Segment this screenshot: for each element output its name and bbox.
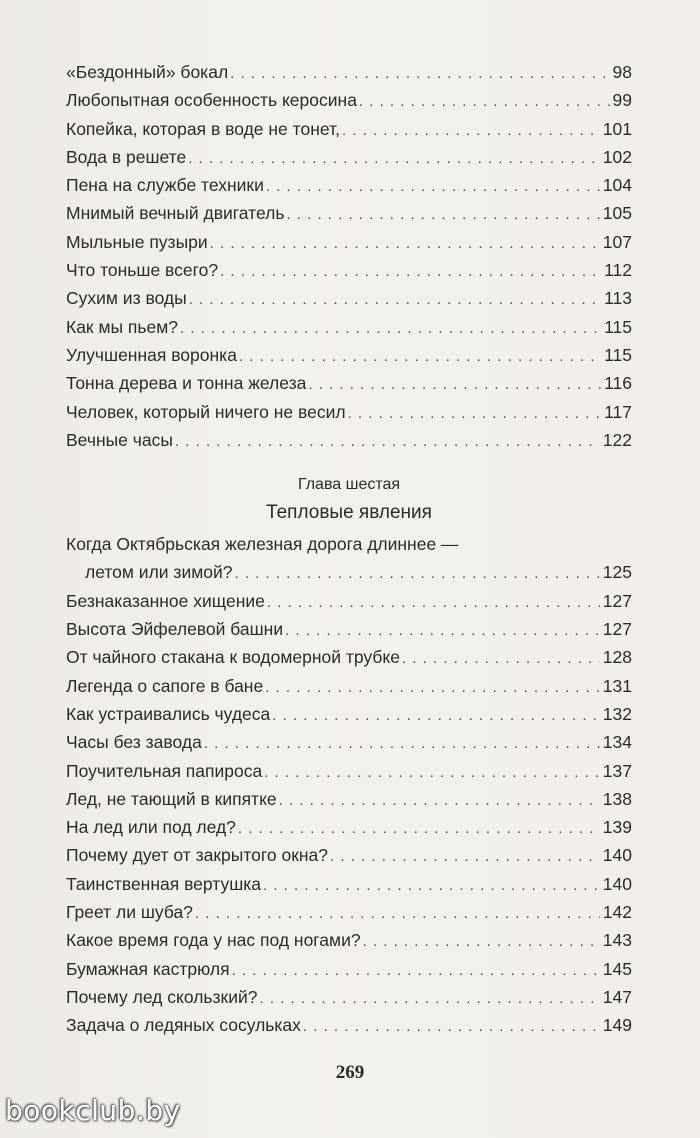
toc-entry [66, 284, 632, 312]
leader-dots [264, 759, 600, 787]
toc-entry-title: Таинственная вертушка [66, 873, 262, 894]
leader-dots [272, 702, 600, 730]
toc-entry-title: Любопытная особенность керосина [66, 90, 357, 111]
toc-entry-page: 112 [604, 260, 632, 281]
toc-entry-title: Бумажная кастрюля [66, 958, 230, 979]
toc-entry-title: Какое время года у нас под ногами? [66, 930, 361, 951]
toc-entry-page: 117 [604, 401, 632, 422]
toc-entry-page: 140 [602, 845, 632, 866]
toc-entry-page: 137 [602, 760, 632, 781]
toc-entry [66, 926, 632, 954]
toc-entry-title: Пена на службе техники [66, 175, 264, 196]
toc-entry [66, 143, 632, 171]
leader-dots [267, 589, 600, 617]
toc-entry-title: Вечные часы [66, 429, 173, 450]
toc-entry-title: Вода в решете [66, 146, 187, 167]
watermark-text: bookclub.by [5, 1094, 181, 1127]
toc-entry [66, 313, 632, 341]
toc-entry [66, 171, 632, 199]
toc-entry-page: 145 [602, 958, 632, 979]
toc-entry-title: Что тоньше всего? [66, 260, 219, 281]
toc-entry [66, 785, 632, 813]
toc-entry-page: 125 [602, 562, 632, 583]
toc-entry-page: 115 [604, 344, 632, 365]
toc-entry [66, 841, 632, 869]
toc-entry [66, 700, 632, 728]
leader-dots [180, 315, 601, 343]
toc-entry-page: 101 [602, 118, 632, 139]
toc-entry-page: 134 [602, 732, 632, 753]
toc-entry [66, 426, 632, 454]
toc-entry-title: Высота Эйфелевой башни [66, 619, 284, 640]
toc-entry-page: 147 [602, 986, 632, 1007]
toc-entry-page: 107 [602, 231, 632, 252]
toc-entry [66, 199, 632, 227]
toc-entry-title: Копейка, которая в воде не тонет, [66, 118, 340, 139]
toc-entry [66, 369, 632, 397]
leader-dots [235, 560, 600, 588]
toc-entry [66, 728, 632, 756]
toc-entry [66, 955, 632, 983]
toc-entry [66, 813, 632, 841]
toc-entry-title: Сухим из воды [66, 288, 187, 309]
leader-dots [342, 117, 600, 145]
leader-dots [232, 957, 600, 985]
toc-list-top [66, 58, 632, 454]
toc-entry-page: 127 [602, 619, 632, 640]
toc-entry-title: Легенда о сапоге в бане [66, 675, 264, 696]
toc-entry-page: 105 [602, 203, 632, 224]
toc-entry-title: На лед или под лед? [66, 817, 236, 838]
toc-entry [66, 228, 632, 256]
toc-entry-page: 104 [602, 175, 632, 196]
leader-dots [195, 900, 600, 928]
toc-entry [66, 1011, 632, 1039]
chapter-title: Тепловые явления [266, 502, 432, 524]
toc-entry [66, 898, 632, 926]
toc-entry-title: Как устраивались чудеса [66, 703, 271, 724]
leader-dots [175, 428, 600, 456]
leader-dots [220, 258, 601, 286]
toc-entry [66, 643, 632, 671]
leader-dots [189, 286, 601, 314]
toc-entry-title: Часы без завода [66, 732, 202, 753]
leader-dots [279, 787, 600, 815]
page-number: 269 [335, 1062, 365, 1083]
toc-entry [66, 58, 632, 86]
toc-entry-title: От чайного стакана к водомерной трубке [66, 647, 400, 668]
leader-dots [359, 88, 610, 116]
toc-entry-title: Поучительная папироса [66, 760, 263, 781]
toc-entry-page: 99 [612, 90, 632, 111]
toc-entry-title: Мыльные пузыри [66, 231, 208, 252]
toc-entry-title: Почему лед скользкий? [66, 986, 258, 1007]
leader-dots [330, 843, 600, 871]
toc-entry [66, 615, 632, 643]
toc-entry-title: Когда Октябрьская железная дорога длиннее — [66, 534, 459, 555]
toc-entry [66, 398, 632, 426]
leader-dots [239, 343, 601, 371]
toc-entry-page: 127 [602, 590, 632, 611]
toc-entry-page: 116 [604, 373, 632, 394]
chapter-label: Глава шестая [297, 476, 401, 494]
toc-entry-page: 122 [602, 429, 632, 450]
toc-entry [66, 870, 632, 898]
toc-entry-title: «Бездонный» бокал [66, 62, 229, 82]
toc-entry-page: 102 [602, 146, 632, 167]
toc-entry [66, 341, 632, 369]
leader-dots [402, 645, 600, 673]
toc-entry-title: Как мы пьем? [66, 316, 179, 337]
toc-entry [66, 86, 632, 114]
leader-dots [348, 400, 602, 428]
toc-entry-title: Задача о ледяных сосульках [66, 1015, 301, 1036]
leader-dots [266, 173, 600, 201]
toc-entry-title: Почему дует от закрытого окна? [66, 845, 329, 866]
leader-dots [286, 201, 599, 229]
leader-dots [285, 617, 600, 645]
toc-entry-page: 115 [604, 316, 632, 337]
table-of-contents [66, 58, 632, 1040]
toc-entry-page: 113 [604, 288, 632, 309]
toc-entry [66, 672, 632, 700]
toc-entry [66, 256, 632, 284]
toc-entry-line1 [66, 530, 632, 558]
toc-entry-page: 98 [612, 62, 632, 82]
leader-dots [230, 60, 609, 88]
toc-entry-title: летом или зимой? [85, 562, 233, 583]
toc-entry-title: Улучшенная воронка [66, 344, 237, 365]
leader-dots [263, 872, 600, 900]
toc-entry-title: Лед, не тающий в кипятке [66, 788, 277, 809]
toc-entry-title: Тонна дерева и тонна железа [66, 373, 307, 394]
leader-dots [238, 815, 600, 843]
toc-entry [66, 757, 632, 785]
leader-dots [188, 145, 600, 173]
toc-entry-page: 131 [602, 675, 632, 696]
toc-entry-title: Мнимый вечный двигатель [66, 203, 285, 224]
toc-entry-page: 138 [602, 788, 632, 809]
toc-entry-page: 132 [602, 703, 632, 724]
leader-dots [363, 928, 600, 956]
toc-entry [66, 115, 632, 143]
toc-entry-title: Греет ли шуба? [66, 902, 193, 923]
toc-entry [66, 983, 632, 1011]
leader-dots [260, 985, 600, 1013]
toc-entry-page: 149 [602, 1015, 632, 1036]
leader-dots [308, 371, 601, 399]
toc-list-bottom [66, 587, 632, 1040]
toc-entry-title: Человек, который ничего не весил [66, 401, 346, 422]
toc-entry-page: 140 [602, 873, 632, 894]
toc-entry-page: 128 [602, 647, 632, 668]
toc-entry [66, 587, 632, 615]
toc-entry-title: Безнаказанное хищение [66, 590, 265, 611]
leader-dots [204, 730, 600, 758]
toc-entry-page: 142 [602, 902, 632, 923]
toc-entry-page: 139 [602, 817, 632, 838]
leader-dots [303, 1013, 600, 1041]
toc-entry [66, 558, 632, 586]
toc-entry-page: 143 [602, 930, 632, 951]
leader-dots [210, 230, 600, 258]
leader-dots [265, 674, 600, 702]
